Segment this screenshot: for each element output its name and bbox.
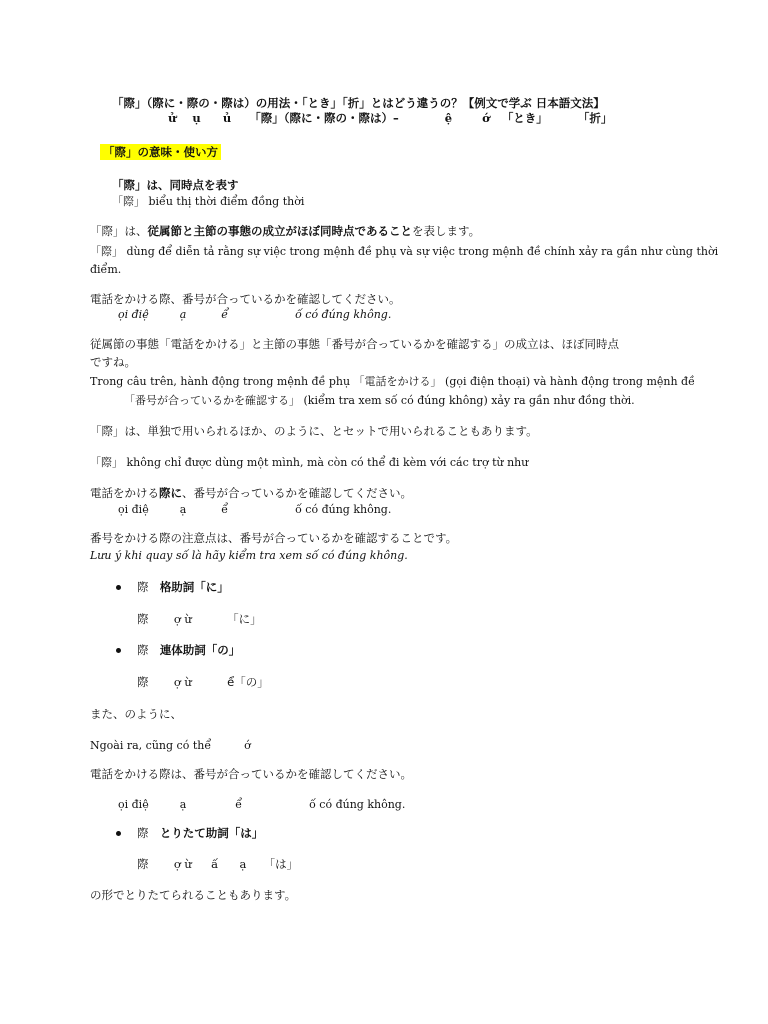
example-3-jp: 電話をかける際は、番号が合っているかを確認してください。	[90, 767, 412, 781]
title-line-1: 「際」（際に・際の・際は）の用法・「とき」「折」とはどう違うの？【例文で学ぶ 日本語文法】	[112, 96, 605, 110]
list-item-3-sub	[137, 857, 298, 872]
bullet-icon	[116, 831, 121, 836]
text-emphasis: 連体助詞「の」	[159, 643, 241, 657]
list-item-1-heading	[137, 580, 229, 595]
example-3-vi	[118, 797, 405, 812]
paragraph-4-vi: Lưu ý khi quay số là hãy kiểm tra xem số có đúng không.	[90, 549, 408, 562]
text-fragment: を表します。	[412, 224, 481, 238]
example-1-vi	[118, 307, 391, 322]
title-fragment: 「折」	[577, 111, 613, 125]
text-fragment: ọi điệ	[118, 798, 149, 811]
text-fragment: ạ	[179, 503, 187, 516]
text-fragment: 「は」	[263, 857, 299, 871]
text-fragment: 「際」は、	[90, 224, 148, 238]
paragraph-3-jp: 「際」は、単独で用いられるほか、のように、とセットで用いられることもあります。	[90, 424, 538, 438]
text-fragment: ớ	[244, 739, 251, 752]
text-emphasis: 従属節と主節の事態の成立がほぼ同時点であること	[147, 224, 412, 238]
title-fragment: ụ	[192, 111, 201, 125]
text-fragment: ố có đúng không.	[309, 798, 406, 811]
title-fragment: 「とき」	[501, 111, 548, 125]
title-fragment: ủ	[222, 111, 232, 125]
paragraph-3-vi: 「際」 không chỉ được dùng một mình, mà còn có thể đi kèm với các trợ từ như	[90, 456, 529, 469]
text-fragment: 電話をかける	[90, 486, 159, 500]
text-fragment: ợ ừ	[173, 675, 192, 689]
paragraph-2-jp-line-2: ですね。	[90, 355, 136, 369]
text-fragment: 際	[137, 857, 149, 871]
paragraph-5-vi	[90, 738, 251, 753]
sub-heading-jp: 「際」は、同時点を表す	[112, 178, 239, 192]
text-fragment: ạ	[179, 798, 187, 811]
paragraph-6-jp: の形でとりたてられることもあります。	[90, 888, 297, 902]
text-fragment: Trong câu trên, hành động trong mệnh đề phụ 「	[90, 375, 365, 388]
text-fragment: ọi điệ	[118, 503, 149, 516]
list-item-1-sub	[137, 612, 262, 627]
text-fragment: 電話をかける	[364, 375, 431, 388]
list-item-2-heading	[137, 643, 240, 658]
text-fragment: 際	[137, 826, 149, 840]
text-fragment: ợ ừ	[173, 612, 192, 626]
section-heading	[100, 145, 221, 160]
bullet-icon	[116, 648, 121, 653]
list-item-3-heading	[137, 826, 263, 841]
sub-heading-vi: 「際」 biểu thị thời điểm đồng thời	[112, 195, 305, 208]
text-fragment: 「番号が合っているかを確認する」	[124, 394, 300, 407]
title-line-2	[168, 111, 612, 126]
paragraph-5-jp: また、のように、	[90, 707, 182, 721]
text-fragment: ạ	[239, 857, 247, 871]
text-fragment: ọi điệ	[118, 308, 149, 321]
paragraph-2-jp-line-1: 従属節の事態「電話をかける」と主節の事態「番号が合っているかを確認する」の成立は、ほぼ同時点	[90, 337, 619, 351]
example-2-vi	[118, 502, 391, 517]
text-fragment: 際	[137, 643, 149, 657]
text-fragment: ợ ừ	[173, 857, 192, 871]
list-item-2-sub	[137, 675, 269, 690]
text-fragment: 、番号が合っているかを確認してください。	[182, 486, 412, 500]
text-fragment: 際	[137, 612, 149, 626]
text-fragment: 」 (gọi điện thoại) và hành động trong mệnh đề	[430, 375, 695, 388]
title-fragment: ệ	[444, 111, 453, 125]
bullet-icon	[116, 585, 121, 590]
title-fragment: 「際」（際に・際の・際は）–	[249, 111, 399, 125]
paragraph-1-vi-line-2: điểm.	[90, 263, 122, 276]
text-fragment: ạ	[179, 308, 187, 321]
paragraph-4-jp: 番号をかける際の注意点は、番号が合っているかを確認することです。	[90, 531, 458, 545]
paragraph-2-vi-line-1	[90, 374, 695, 389]
example-2-jp	[90, 486, 412, 501]
title-fragment: ử	[168, 111, 177, 125]
paragraph-1-vi-line-1: 「際」 dùng để diễn tả rằng sự việc trong mệnh đề phụ và sự việc trong mệnh đề chính xảy ra gần như cùng thời	[90, 245, 719, 258]
text-emphasis: とりたて助詞「は」	[159, 826, 264, 840]
text-emphasis: 際に	[159, 486, 182, 500]
section-heading-highlight: 「際」の意味・使い方	[100, 144, 221, 160]
text-fragment: ấ	[211, 857, 219, 871]
text-fragment: ố có đúng không.	[295, 308, 392, 321]
title-fragment: ớ	[482, 111, 490, 125]
example-1-jp: 電話をかける際、番号が合っているかを確認してください。	[90, 292, 401, 306]
text-fragment: ể	[221, 308, 229, 321]
text-fragment: (kiểm tra xem số có đúng không) xảy ra gần như đồng thời.	[300, 394, 635, 407]
text-fragment: ố có đúng không.	[295, 503, 392, 516]
text-fragment: ể	[235, 798, 243, 811]
text-emphasis: 格助詞「に」	[159, 580, 229, 594]
paragraph-1-jp	[90, 224, 480, 239]
text-fragment: 際	[137, 580, 149, 594]
text-fragment: ể「の」	[227, 675, 269, 689]
text-fragment: ể	[221, 503, 229, 516]
text-fragment: Ngoài ra, cũng có thể	[90, 739, 212, 752]
text-fragment: 際	[137, 675, 149, 689]
paragraph-2-vi-line-2	[124, 393, 635, 408]
text-fragment: 「に」	[227, 612, 262, 626]
